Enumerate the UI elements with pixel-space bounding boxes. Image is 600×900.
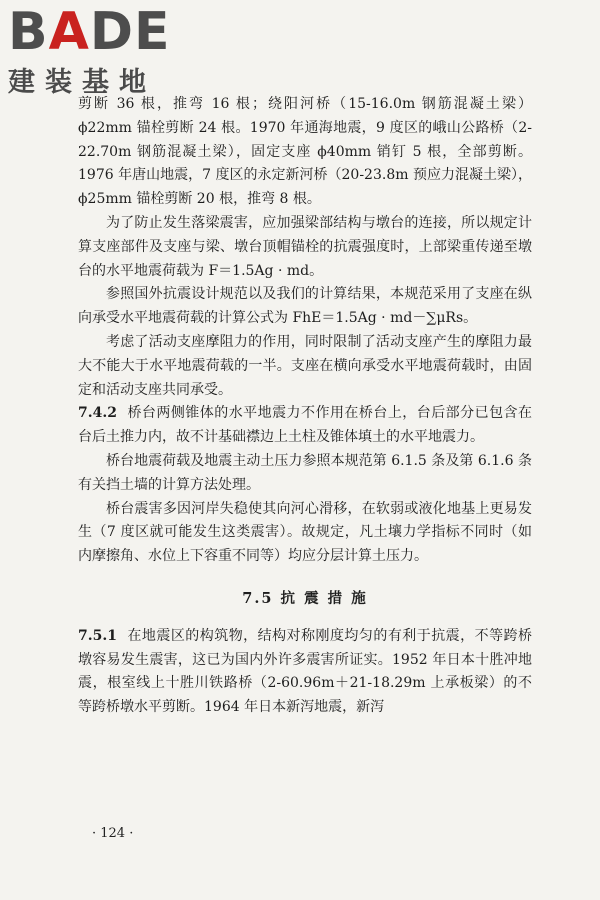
clause-number: 7.5.1 [78,627,117,644]
paragraph-2: 为了防止发生落梁震害，应加强梁部结构与墩台的连接，所以规定计算支座部件及支座与梁、墩台顶帽锚栓的抗震强度时，上部梁重传递至墩台的水平地震荷载为 F＝1.5Ag · md。 [78,214,532,279]
paragraph-7: 桥台震害多因河岸失稳使其向河心滑移，在软弱或液化地基上更易发生（7 度区就可能发生这类震害）。故规定，凡土壤力学指标不同时（如内摩擦角、水位上下容重不同等）均应分层计算土压力。 [78,500,532,565]
section-title: 7.5 抗 震 措 施 [242,589,368,607]
bade-logo [8,2,188,98]
logo-wordmark: BADE [8,2,171,62]
clause-text: 在地震区的构筑物，结构对称刚度均匀的有利于抗震，不等跨桥墩容易发生震害，这已为国内外许多震害所证实。1952 年日本十胜冲地震，根室线上十胜川铁路桥（2-60.96m＋21-18.29m 上承板梁）的不等跨桥墩水平剪断。1964 年日本新泻地震，新泻 [78,627,532,716]
paragraph-1: 剪断 36 根，推弯 16 根；绕阳河桥（15-16.0m 钢筋混凝土梁）ϕ22mm 锚栓剪断 24 根。1970 年通海地震，9 度区的峨山公路桥（2-22.70m 钢筋混凝土梁），固定支座 ϕ40mm 销钉 5 根，全部剪断。1976 年唐山地震，7 度区的永定新河桥（20-23.8m 预应力混凝土梁），ϕ25mm 锚栓剪断 20 根，推弯 8 根。 [78,96,532,208]
document-body [78,93,532,720]
page-number: · 124 · [92,826,134,841]
paragraph-3: 参照国外抗震设计规范以及我们的计算结果，本规范采用了支座在纵向承受水平地震荷载的计算公式为 FhE＝1.5Ag · md－∑μRs。 [78,286,532,327]
logo-subtitle: 建装基地 [8,67,156,98]
clause-7-4-2 [78,402,532,450]
paragraph-6: 桥台地震荷载及地震主动土压力参照本规范第 6.1.5 条及第 6.1.6 条有关挡土墙的计算方法处理。 [78,452,532,493]
paragraph-4: 考虑了活动支座摩阻力的作用，同时限制了活动支座产生的摩阻力最大不能大于水平地震荷载的一半。支座在横向承受水平地震荷载时，由固定和活动支座共同承受。 [78,333,532,398]
clause-7-5-1 [78,625,532,720]
clause-number: 7.4.2 [78,405,117,422]
clause-text: 桥台两侧锥体的水平地震力不作用在桥台上，台后部分已包含在台后土推力内，故不计基础襟边上土柱及锥体填土的水平地震力。 [78,405,532,446]
